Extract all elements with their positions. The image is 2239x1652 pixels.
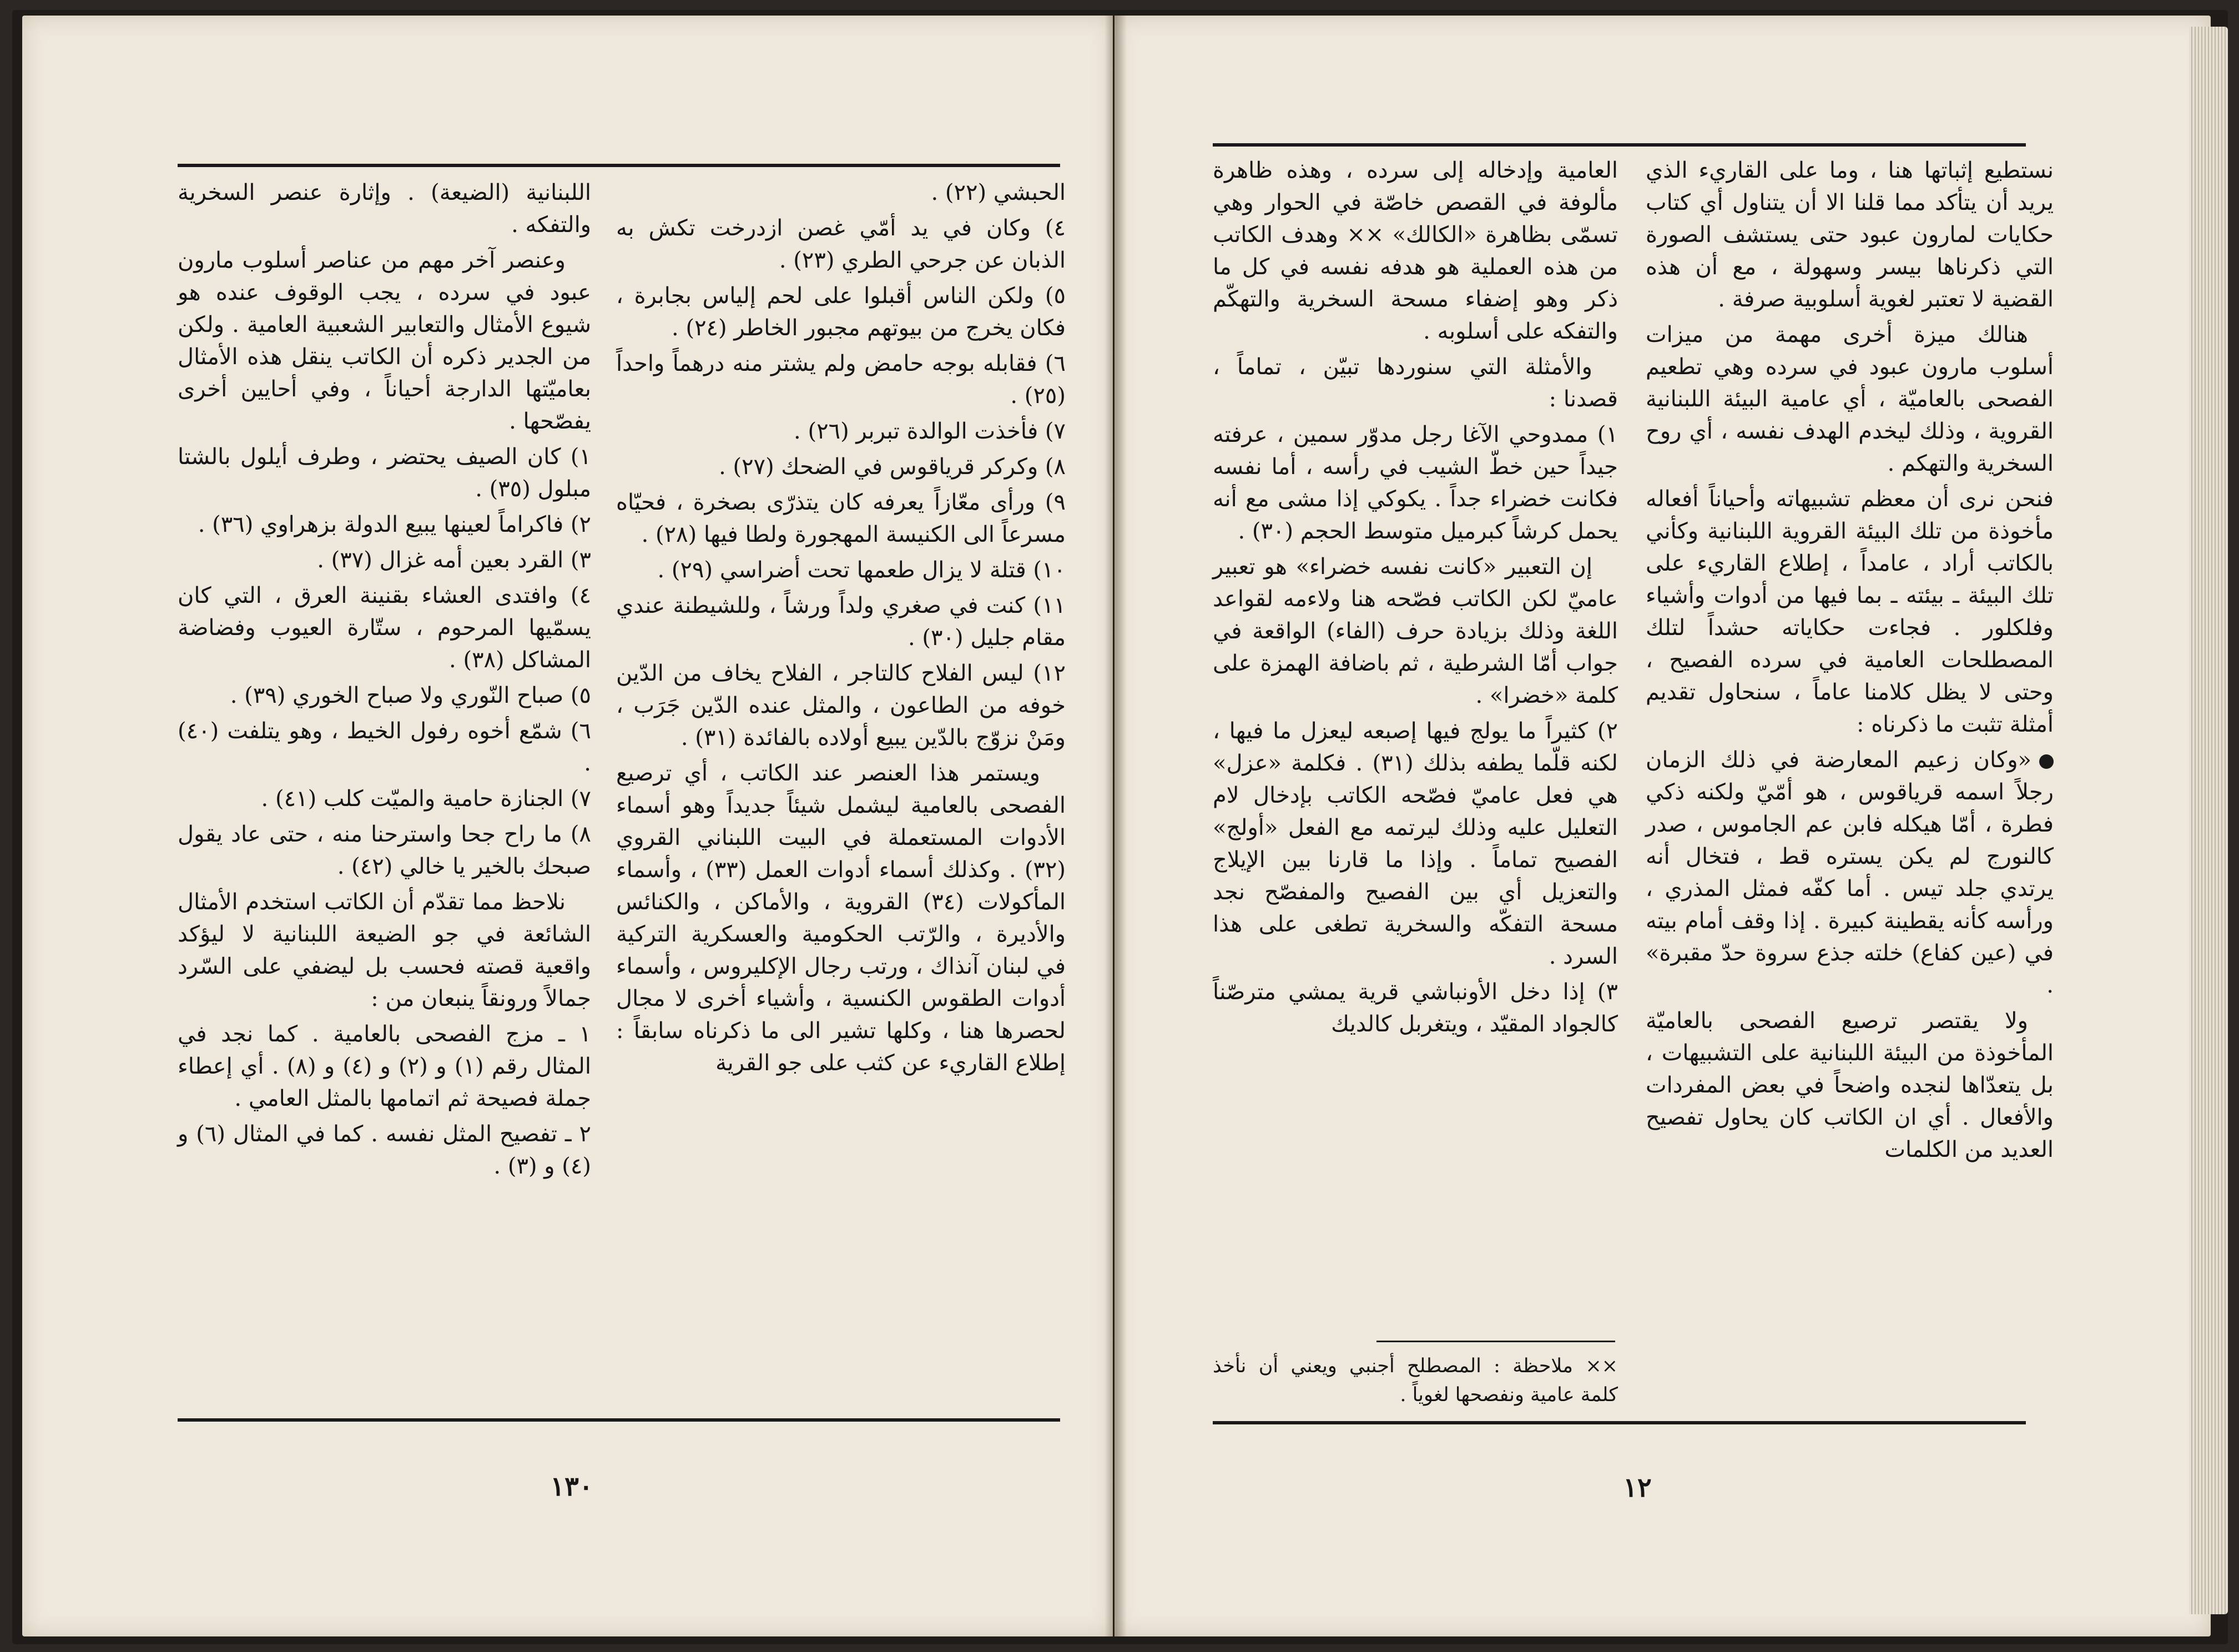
paragraph (178, 580, 591, 676)
left-page-right-column (616, 177, 1066, 1345)
paragraph-text: ٣) إذا دخل الأونباشي قرية يمشي مترصّناً كالجواد المقيّد ، ويتغربل كالديك (1213, 979, 1618, 1037)
paragraph-text: ١ ـ مزج الفصحى بالعامية . كما نجد في المثال رقم (١) و (٢) و (٤) و (٨) . أي إعطاء جملة فصيحة ثم اتمامها بالمثل العامي . (178, 1021, 591, 1111)
paragraph (1646, 319, 2054, 480)
paragraph (616, 347, 1066, 412)
paragraph-text: وعنصر آخر مهم من عناصر أسلوب مارون عبود في سرده ، يجب الوقوف عنده هو شيوع الأمثال والتعابير الشعبية العامية . ولكن من الجدير ذكره أن الكاتب ينقل هذه الأمثال بعاميّتها الدارجة أحياناً ، وفي أحايين أخرى يفصّحها . (178, 248, 591, 434)
paragraph-text: «وكان زعيم المعارضة في ذلك الزمان رجلاً اسمه قرياقوس ، هو أمّيّ ولكنه ذكي فطرة ، أمّا هيكله فابن عم الجاموس ، صدر كالنورج لم يكن يستره قط ، فتخال أنه يرتدي جلد تيس . أما كفّه فمثل المذري ، ورأسه كأنه يقطينة كبيرة . إذا وقف أمام بيته في (عين كفاع) خلته جذع سروة حدّ مقبرة» . (1646, 747, 2054, 998)
paragraph-text: العامية وإدخاله إلى سرده ، وهذه ظاهرة مألوفة في القصص خاصّة في الحوار وهي تسمّى بظاهرة «الكالك» ×× وهدف الكاتب من هذه العملية هو هدفه نفسه في كل ما ذكر وهو إضفاء مسحة السخرية والتهكّم والتفكه على أسلوبه . (1213, 158, 1618, 344)
book-gutter (1105, 16, 1127, 1636)
left-page-number: ١٣٠ (550, 1471, 593, 1502)
paragraph-text: ٨) ما راح جحا واسترحنا منه ، حتى عاد يقول صبحك بالخير يا خالي (٤٢) . (178, 822, 591, 879)
paragraph-text: نلاحظ مما تقدّم أن الكاتب استخدم الأمثال الشائعة في جو الضيعة اللبنانية لا ليؤكد واقعية قصته فحسب بل ليضفي على السّرد جمالاً ورونقاً ينبعان من : (178, 889, 591, 1011)
paragraph (1213, 976, 1618, 1040)
right-page-number: ١٢ (1623, 1472, 1652, 1503)
paragraph-text: ١٢) ليس الفلاح كالتاجر ، الفلاح يخاف من الدّين خوفه من الطاعون ، والمثل عنده الدّين جَرَب ، ومَنْ نزوّج بالدّين يبيع أولاده بالفائدة (٣١) . (616, 661, 1066, 751)
paragraph (178, 818, 591, 883)
right-bottom-rule (1213, 1421, 2026, 1424)
paragraph (178, 508, 591, 541)
paragraph (616, 177, 1066, 209)
paragraph-text: إن التعبير «كانت نفسه خضراء» هو تعبير عاميّ لكن الكاتب فصّحه هنا ولاءمه لقواعد اللغة وذلك بزيادة حرف (الفاء) الواقعة في جواب أمّا الشرطية ، ثم باضافة الهمزة على كلمة «خضرا» . (1213, 554, 1618, 708)
paragraph (178, 886, 591, 1015)
paragraph (1646, 744, 2054, 1001)
paragraph-text: الحبشي (٢٢) . (931, 180, 1066, 205)
paragraph-text: ولا يقتصر ترصيع الفصحى بالعاميّة المأخوذة من البيئة اللبنانية على التشبيهات ، بل يتعدّاها لنجده واضحاً في بعض المفردات والأفعال . أي ان الكاتب كان يحاول تفصيح العديد من الكلمات (1646, 1008, 2054, 1162)
paragraph (616, 451, 1066, 483)
paragraph-text: ٩) ورأى معّازاً يعرفه كان يتذرّى بصخرة ، فحيّاه مسرعاً الى الكنيسة المهجورة ولطا فيها (٢٨) . (616, 490, 1066, 547)
paragraph-text: ويستمر هذا العنصر عند الكاتب ، أي ترصيع الفصحى بالعامية ليشمل شيئاً جديداً وهو أسماء الأدوات المستعملة في البيت اللبناني القروي (٣٢) . وكذلك أسماء أدوات العمل (٣٣) ، وأسماء المأكولات (٣٤) القروية ، والأماكن ، والكنائس والأديرة ، والرّتب الحكومية والعسكرية التركية في لبنان آنذاك ، ورتب رجال الإكليروس ، وأسماء أدوات الطقوس الكنسية ، وأشياء أخرى لا مجال لحصرها هنا ، وكلها تشير الى ما ذكرناه سابقاً : إطلاع القاريء عن كثب على جو القرية (616, 760, 1066, 1076)
paragraph (1213, 419, 1618, 547)
footnote-rule (1376, 1341, 1615, 1342)
paragraph (616, 590, 1066, 654)
paragraph-text: ٥) صباح النّوري ولا صباح الخوري (٣٩) . (230, 683, 591, 708)
paragraph (1213, 154, 1618, 347)
paragraph-text: ٤) وافتدى العشاء بقنينة العرق ، التي كان يسمّيها المرحوم ، ستّارة العيوب وفضاضة المشاكل (٣٨) . (178, 583, 591, 673)
paragraph (178, 441, 591, 505)
paragraph (616, 757, 1066, 1079)
right-top-rule (1213, 143, 2026, 147)
paragraph (178, 244, 591, 437)
paragraph-text: هنالك ميزة أخرى مهمة من ميزات أسلوب مارون عبود في سرده وهي تطعيم الفصحى بالعاميّة ، أي عامية البيئة اللبنانية القروية ، وذلك ليخدم الهدف نفسه ، أي روح السخرية والتهكم . (1646, 322, 2054, 476)
paragraph-text: ٧) الجنازة حامية والميّت كلب (٤١) . (261, 786, 591, 812)
paragraph-text: ٦) فقابله بوجه حامض ولم يشتر منه درهماً واحداً (٢٥) . (616, 351, 1066, 409)
paragraph (616, 554, 1066, 586)
paragraph-text: ٦) شمّع أخوه رفول الخيط ، وهو يتلفت (٤٠) . (178, 718, 591, 776)
footnote: ×× ملاحظة : المصطلح أجنبي ويعني أن نأخذ كلمة عامية ونفصحها لغوياً . (1213, 1355, 1618, 1406)
paragraph-text: ١) كان الصيف يحتضر ، وطرف أيلول بالشتا مبلول (٣٥) . (178, 444, 591, 502)
paragraph (178, 783, 591, 815)
paragraph (178, 715, 591, 779)
right-page-right-column (1646, 154, 2054, 1417)
paragraph-text: ٧) فأخذت الوالدة تبربر (٢٦) . (794, 419, 1066, 444)
paragraph-text: فنحن نرى أن معظم تشبيهاته وأحياناً أفعاله مأخوذة من تلك البيئة القروية اللبنانية وكأني بالكاتب أراد ، عامداً ، إطلاع القاريء على تلك البيئة ـ بيئته ـ بما فيها من أدوات وأشياء وفلكلور . فجاءت حكاياته حشداً لتلك المصطلحات العامية في سرده الفصيح ، وحتى لا يظل كلامنا عاماً ، سنحاول تقديم أمثلة تثبت ما ذكرناه : (1646, 486, 2054, 737)
paragraph (1213, 551, 1618, 712)
paragraph (616, 486, 1066, 551)
paragraph-text: ٥) ولكن الناس أقبلوا على لحم إلياس بجابرة ، فكان يخرج من بيوتهم مجبور الخاطر (٢٤) . (616, 283, 1066, 341)
paragraph (1646, 483, 2054, 741)
right-page-left-column (1213, 154, 1618, 1226)
paragraph-text: ١٠) قتلة لا يزال طعمها تحت أضراسي (٢٩) . (657, 557, 1066, 583)
paragraph-text: اللبنانية (الضيعة) . وإثارة عنصر السخرية والتفكه . (178, 180, 591, 238)
paragraph-text: ١١) كنت في صغري ولداً ورشاً ، وللشيطنة عندي مقام جليل (٣٠) . (616, 593, 1066, 651)
paragraph (1213, 715, 1618, 973)
left-top-rule (178, 164, 1060, 167)
paragraph-text: ٨) وكركر قرياقوس في الضحك (٢٧) . (719, 454, 1066, 480)
paragraph-text: ٢ ـ تفصيح المثل نفسه . كما في المثال (٦) و (٤) و (٣) . (178, 1121, 592, 1179)
paragraph (616, 415, 1066, 447)
paragraph (616, 212, 1066, 276)
paragraph (178, 679, 591, 712)
paragraph (1646, 1005, 2054, 1166)
paragraph (616, 657, 1066, 754)
page-edges (2189, 27, 2228, 1614)
paragraph-text: نستطيع إثباتها هنا ، وما على القاريء الذي يريد أن يتأكد مما قلنا الا أن يتناول أي كتاب حكايات لمارون عبود حتى يستشف الصورة التي ذكرناها بيسر وسهولة ، مع أن هذه القضية لا تعتبر لغوية أسلوبية صرفة . (1646, 158, 2054, 312)
paragraph (178, 1018, 591, 1115)
paragraph (616, 280, 1066, 344)
paragraph-text: والأمثلة التي سنوردها تبيّن ، تماماً ، قصدنا : (1213, 354, 1618, 412)
paragraph (1646, 154, 2054, 315)
paragraph (178, 177, 591, 241)
left-page-left-column (178, 177, 591, 1345)
paragraph (1213, 351, 1618, 415)
left-bottom-rule (178, 1418, 1060, 1422)
paragraph-text: ١) ممدوحي الآغا رجل مدوّر سمين ، عرفته جيداً حين خطّ الشيب في رأسه ، أما نفسه فكانت خضراء جداً . يكوكي إذا مشى مع أنه يحمل كرشاً كبرميل متوسط الحجم (٣٠) . (1213, 422, 1618, 544)
paragraph (178, 1118, 591, 1182)
paragraph-text: ٢) كثيراً ما يولج فيها إصبعه ليعزل ما فيها ، لكنه قلّما يطفه بذلك (٣١) . فكلمة «عزل» هي فعل عاميّ فصّحه الكاتب بإدخال لام التعليل عليه وذلك ليرتمه مع الفعل «أولج» الفصيح تماماً . وإذا ما قارنا بين الإيلاج والتعزيل أي بين الفصيح والمفصّح نجد مسحة التفكّه والسخرية تطغى على هذا السرد . (1213, 718, 1618, 969)
paragraph-text: ٢) فاكراماً لعينها يبيع الدولة بزهراوي (٣٦) . (198, 512, 591, 537)
bullet-icon (2039, 754, 2054, 769)
paragraph-text: ٤) وكان في يد أمّي غصن ازدرخت تكش به الذبان عن جرحي الطري (٢٣) . (616, 215, 1066, 273)
paragraph (178, 544, 591, 576)
paragraph-text: ٣) القرد بعين أمه غزال (٣٧) . (317, 547, 591, 573)
